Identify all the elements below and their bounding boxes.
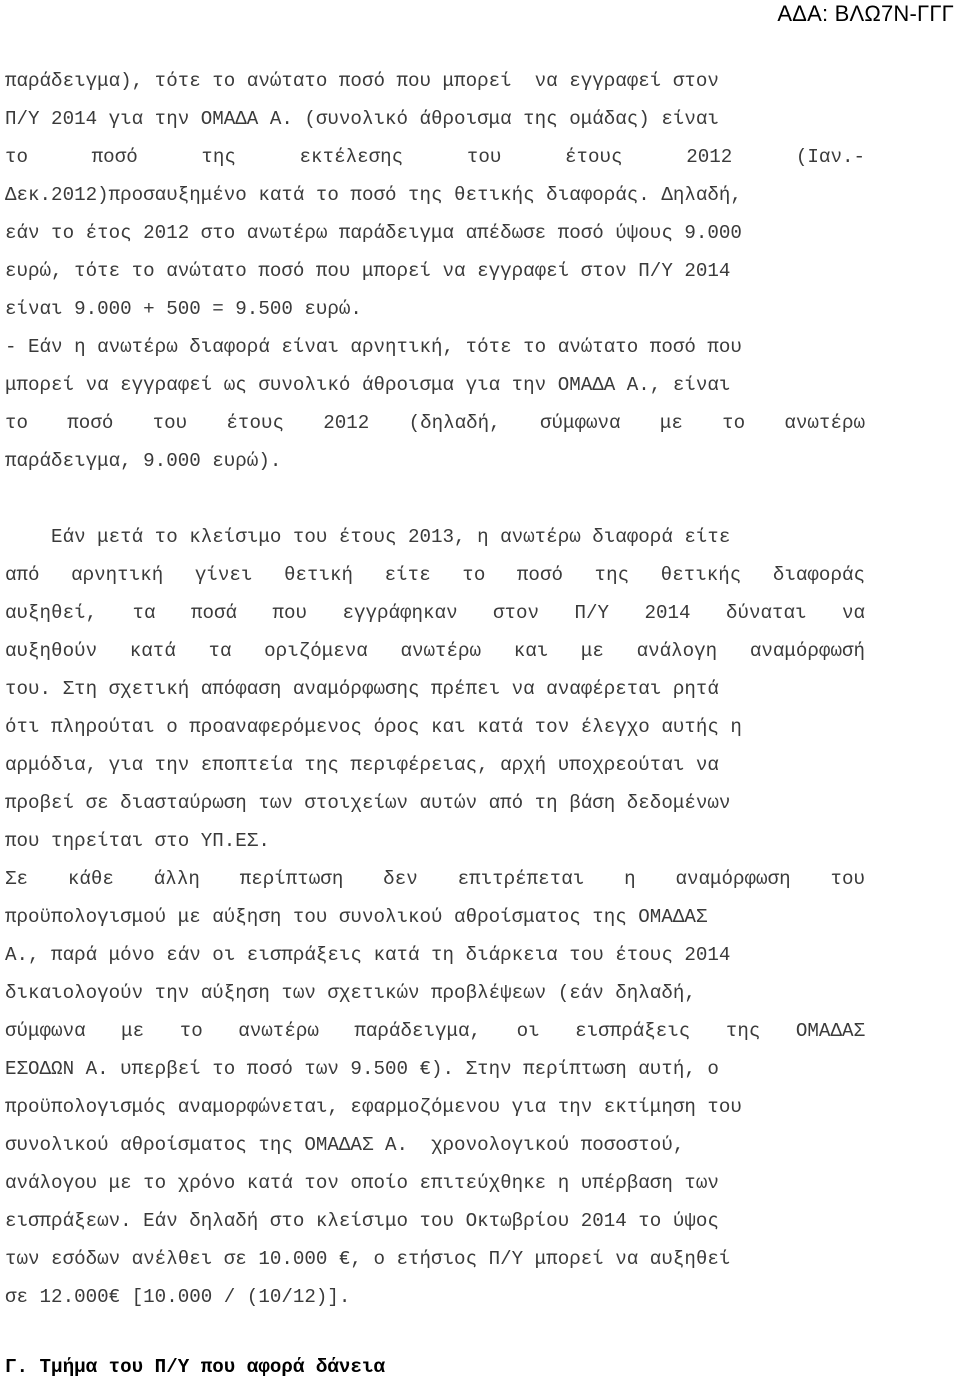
text-line: το ποσό της εκτέλεσης του έτους 2012 (Ιαν.- [5, 146, 865, 168]
text-line: ευρώ, τότε το ανώτατο ποσό που μπορεί να εγγραφεί στον Π/Υ 2014 [5, 260, 731, 282]
text-line: των εσόδων ανέλθει σε 10.000 €, ο ετήσιος Π/Υ μπορεί να αυξηθεί [5, 1248, 731, 1270]
text-line: ανάλογου με το χρόνο κατά τον οποίο επιτεύχθηκε η υπέρβαση των [5, 1172, 719, 1194]
document-code: ΑΔΑ: ΒΛΩ7Ν-ΓΓΓ [777, 1, 954, 26]
text-line: που τηρείται στο ΥΠ.ΕΣ. [5, 830, 270, 852]
text-line: αρμόδια, για την εποπτεία της περιφέρειας, αρχή υποχρεούται να [5, 754, 719, 776]
text-line: μπορεί να εγγραφεί ως συνολικό άθροισμα για την ΟΜΑΔΑ Α., είναι [5, 374, 731, 396]
text-line: Α., παρά μόνο εάν οι εισπράξεις κατά τη διάρκεια του έτους 2014 [5, 944, 731, 966]
text-line: σε 12.000€ [10.000 / (10/12)]. [5, 1286, 351, 1308]
document-body [5, 62, 865, 1316]
paragraph [5, 62, 865, 328]
text-line: ότι πληρούται ο προαναφερόμενος όρος και κατά τον έλεγχο αυτής η [5, 716, 742, 738]
text-line: αυξηθούν κατά τα οριζόμενα ανωτέρω και με ανάλογη αναμόρφωσή [5, 640, 865, 662]
text-line: εισπράξεων. Εάν δηλαδή στο κλείσιμο του Οκτωβρίου 2014 το ύψος [5, 1210, 719, 1232]
text-line: προϋπολογισμός αναμορφώνεται, εφαρμοζόμενου για την εκτίμηση του [5, 1096, 742, 1118]
text-line: Εάν μετά το κλείσιμο του έτους 2013, η ανωτέρω διαφορά είτε [5, 526, 731, 548]
section-heading: Γ. Τμήμα του Π/Υ που αφορά δάνεια [5, 1356, 385, 1378]
text-line: δικαιολογούν την αύξηση των σχετικών προβλέψεων (εάν δηλαδή, [5, 982, 696, 1004]
text-line: του. Στη σχετική απόφαση αναμόρφωσης πρέπει να αναφέρεται ρητά [5, 678, 719, 700]
paragraph [5, 518, 865, 860]
text-line: συνολικού αθροίσματος της ΟΜΑΔΑΣ Α. χρονολογικού ποσοστού, [5, 1134, 685, 1156]
text-line: είναι 9.000 + 500 = 9.500 ευρώ. [5, 298, 362, 320]
text-line: Σε κάθε άλλη περίπτωση δεν επιτρέπεται η αναμόρφωση του [5, 868, 865, 890]
text-line: παράδειγμα), τότε το ανώτατο ποσό που μπορεί να εγγραφεί στον [5, 70, 719, 92]
paragraph [5, 860, 865, 1316]
text-line: ΕΣΟΔΩΝ Α. υπερβεί το ποσό των 9.500 €). Στην περίπτωση αυτή, ο [5, 1058, 719, 1080]
paragraph [5, 328, 865, 480]
text-line: Π/Υ 2014 για την ΟΜΑΔΑ Α. (συνολικό άθροισμα της ομάδας) είναι [5, 108, 719, 130]
text-line: προϋπολογισμού με αύξηση του συνολικού αθροίσματος της ΟΜΑΔΑΣ [5, 906, 708, 928]
text-line: παράδειγμα, 9.000 ευρώ). [5, 450, 282, 472]
text-line: εάν το έτος 2012 στο ανωτέρω παράδειγμα απέδωσε ποσό ύψους 9.000 [5, 222, 742, 244]
paragraph-gap [5, 480, 865, 518]
text-line: από αρνητική γίνει θετική είτε το ποσό της θετικής διαφοράς [5, 564, 865, 586]
text-line: αυξηθεί, τα ποσά που εγγράφηκαν στον Π/Υ 2014 δύναται να [5, 602, 865, 624]
text-line: σύμφωνα με το ανωτέρω παράδειγμα, οι εισπράξεις της ΟΜΑΔΑΣ [5, 1020, 865, 1042]
text-line: το ποσό του έτους 2012 (δηλαδή, σύμφωνα με το ανωτέρω [5, 412, 865, 434]
text-line: Δεκ.2012)προσαυξημένο κατά το ποσό της θετικής διαφοράς. Δηλαδή, [5, 184, 742, 206]
text-line: - Εάν η ανωτέρω διαφορά είναι αρνητική, τότε το ανώτατο ποσό που [5, 336, 742, 358]
text-line: προβεί σε διασταύρωση των στοιχείων αυτών από τη βάση δεδομένων [5, 792, 731, 814]
